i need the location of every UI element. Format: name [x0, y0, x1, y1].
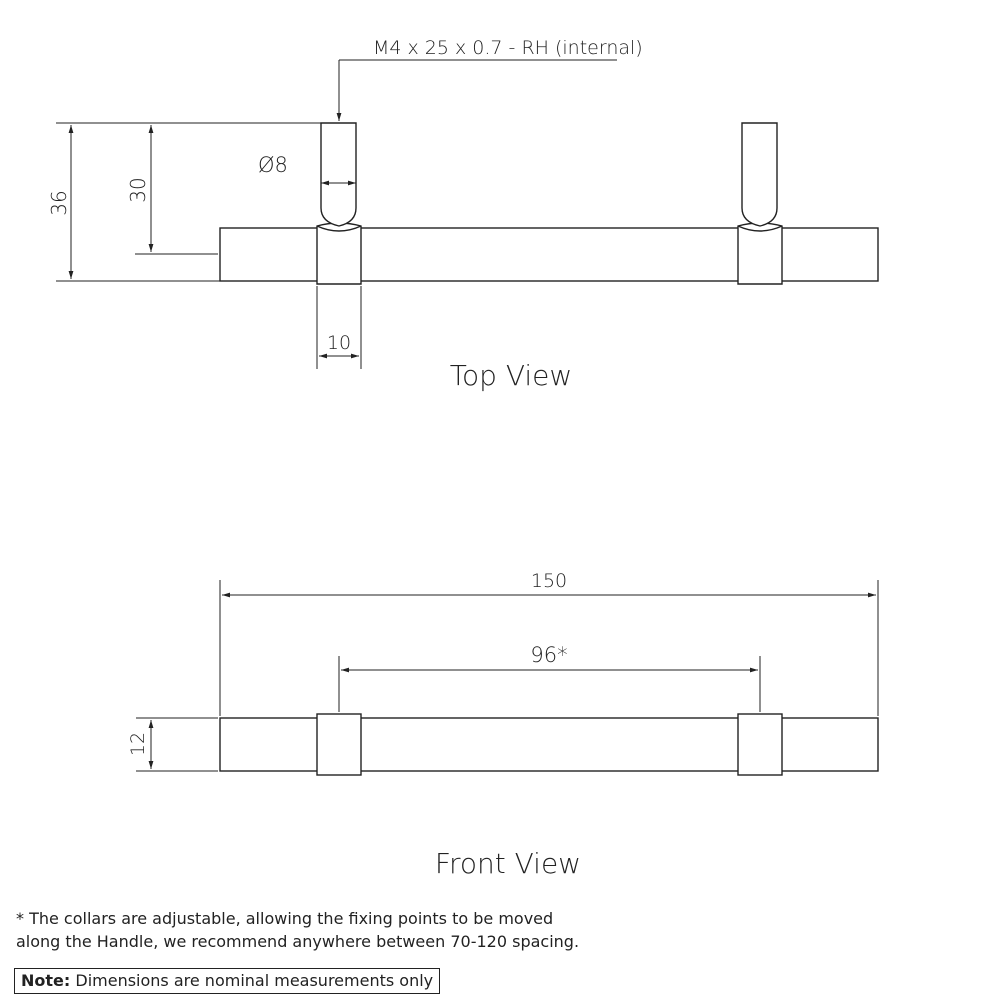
top-view-left-post — [321, 123, 356, 226]
top-view-drawing — [220, 123, 878, 284]
front-view-right-collar — [738, 714, 782, 775]
footnote — [16, 907, 616, 953]
front-view-title: Front View — [434, 847, 582, 880]
diameter-label: Ø8 — [258, 153, 288, 177]
height-label: 12 — [127, 731, 149, 757]
thread-leader — [339, 60, 617, 121]
total-depth-dimension — [56, 123, 321, 281]
top-view-right-collar — [738, 223, 782, 284]
top-view-left-collar — [317, 223, 361, 284]
note-box — [14, 968, 440, 994]
collar-width-label: 10 — [326, 332, 352, 354]
total-depth-label: 36 — [47, 190, 71, 216]
centers-label: 96* — [530, 643, 568, 667]
front-view-drawing — [220, 714, 878, 775]
footnote-line-2: along the Handle, we recommend anywhere between 70-120 spacing. — [16, 932, 580, 951]
length-label: 150 — [530, 570, 568, 592]
footnote-line-1: * The collars are adjustable, allowing the fixing points to be moved — [16, 909, 554, 928]
note-text: Dimensions are nominal measurements only — [70, 971, 434, 990]
thread-label: M4 x 25 x 0.7 - RH (internal) — [373, 37, 643, 59]
top-view-right-post — [742, 123, 777, 226]
front-view-left-collar — [317, 714, 361, 775]
note-label: Note: — [21, 971, 71, 990]
collar-width-dimension — [317, 286, 361, 369]
post-height-label: 30 — [126, 177, 150, 203]
top-view-title: Top View — [449, 359, 573, 392]
